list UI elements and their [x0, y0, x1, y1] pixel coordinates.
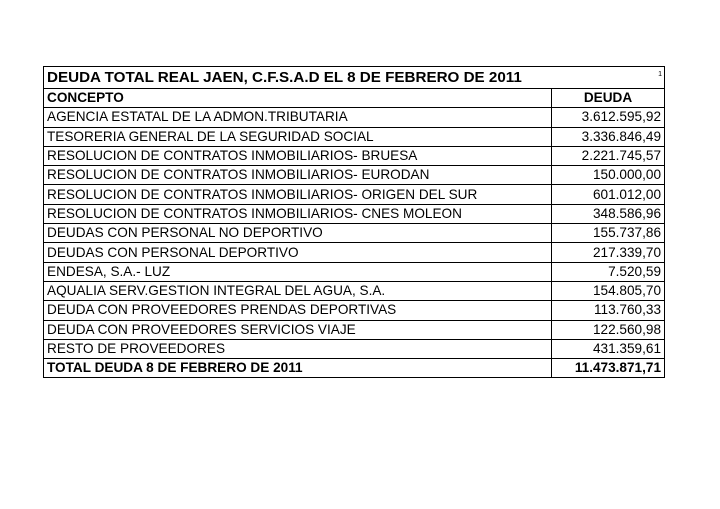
table-row: [44, 320, 665, 339]
table-row: [44, 301, 665, 320]
row-amount: 7.520,59: [552, 262, 665, 281]
row-amount: 113.760,33: [552, 301, 665, 320]
table-title: DEUDA TOTAL REAL JAEN, C.F.S.A.D EL 8 DE FEBRERO DE 2011: [47, 68, 522, 86]
page-number: 1: [658, 71, 663, 78]
table-row: [44, 204, 665, 223]
table-row: [44, 127, 665, 146]
column-header-amount: DEUDA: [552, 89, 665, 108]
total-label: TOTAL DEUDA 8 DE FEBRERO DE 2011: [44, 359, 552, 378]
row-concept: RESOLUCION DE CONTRATOS INMOBILIARIOS- ORIGEN DEL SUR: [44, 185, 552, 204]
debt-table: [43, 66, 665, 378]
table-row: [44, 281, 665, 300]
row-amount: 154.805,70: [552, 281, 665, 300]
title-row: [44, 67, 665, 89]
table-row: [44, 224, 665, 243]
row-amount: 2.221.745,57: [552, 146, 665, 165]
row-amount: 217.339,70: [552, 243, 665, 262]
row-amount: 122.560,98: [552, 320, 665, 339]
row-amount: 3.336.846,49: [552, 127, 665, 146]
total-amount: 11.473.871,71: [552, 359, 665, 378]
row-concept: DEUDAS CON PERSONAL DEPORTIVO: [44, 243, 552, 262]
row-concept: DEUDA CON PROVEEDORES SERVICIOS VIAJE: [44, 320, 552, 339]
row-amount: 431.359,61: [552, 339, 665, 358]
total-row: [44, 359, 665, 378]
row-amount: 155.737,86: [552, 224, 665, 243]
row-concept: AQUALIA SERV.GESTION INTEGRAL DEL AGUA, S.A.: [44, 281, 552, 300]
row-amount: 3.612.595,92: [552, 108, 665, 127]
row-concept: RESOLUCION DE CONTRATOS INMOBILIARIOS- CNES MOLEON: [44, 204, 552, 223]
header-row: [44, 89, 665, 108]
table-row: [44, 339, 665, 358]
row-concept: DEUDA CON PROVEEDORES PRENDAS DEPORTIVAS: [44, 301, 552, 320]
table-row: [44, 185, 665, 204]
table-row: [44, 166, 665, 185]
row-concept: DEUDAS CON PERSONAL NO DEPORTIVO: [44, 224, 552, 243]
table-row: [44, 146, 665, 165]
row-concept: TESORERIA GENERAL DE LA SEGURIDAD SOCIAL: [44, 127, 552, 146]
row-concept: AGENCIA ESTATAL DE LA ADMON.TRIBUTARIA: [44, 108, 552, 127]
table-row: [44, 108, 665, 127]
column-header-concept: CONCEPTO: [44, 89, 552, 108]
row-concept: RESTO DE PROVEEDORES: [44, 339, 552, 358]
row-amount: 601.012,00: [552, 185, 665, 204]
row-amount: 150.000,00: [552, 166, 665, 185]
table-title-cell: [44, 67, 665, 89]
row-concept: RESOLUCION DE CONTRATOS INMOBILIARIOS- EURODAN: [44, 166, 552, 185]
table-row: [44, 262, 665, 281]
row-concept: RESOLUCION DE CONTRATOS INMOBILIARIOS- BRUESA: [44, 146, 552, 165]
table-row: [44, 243, 665, 262]
row-amount: 348.586,96: [552, 204, 665, 223]
row-concept: ENDESA, S.A.- LUZ: [44, 262, 552, 281]
